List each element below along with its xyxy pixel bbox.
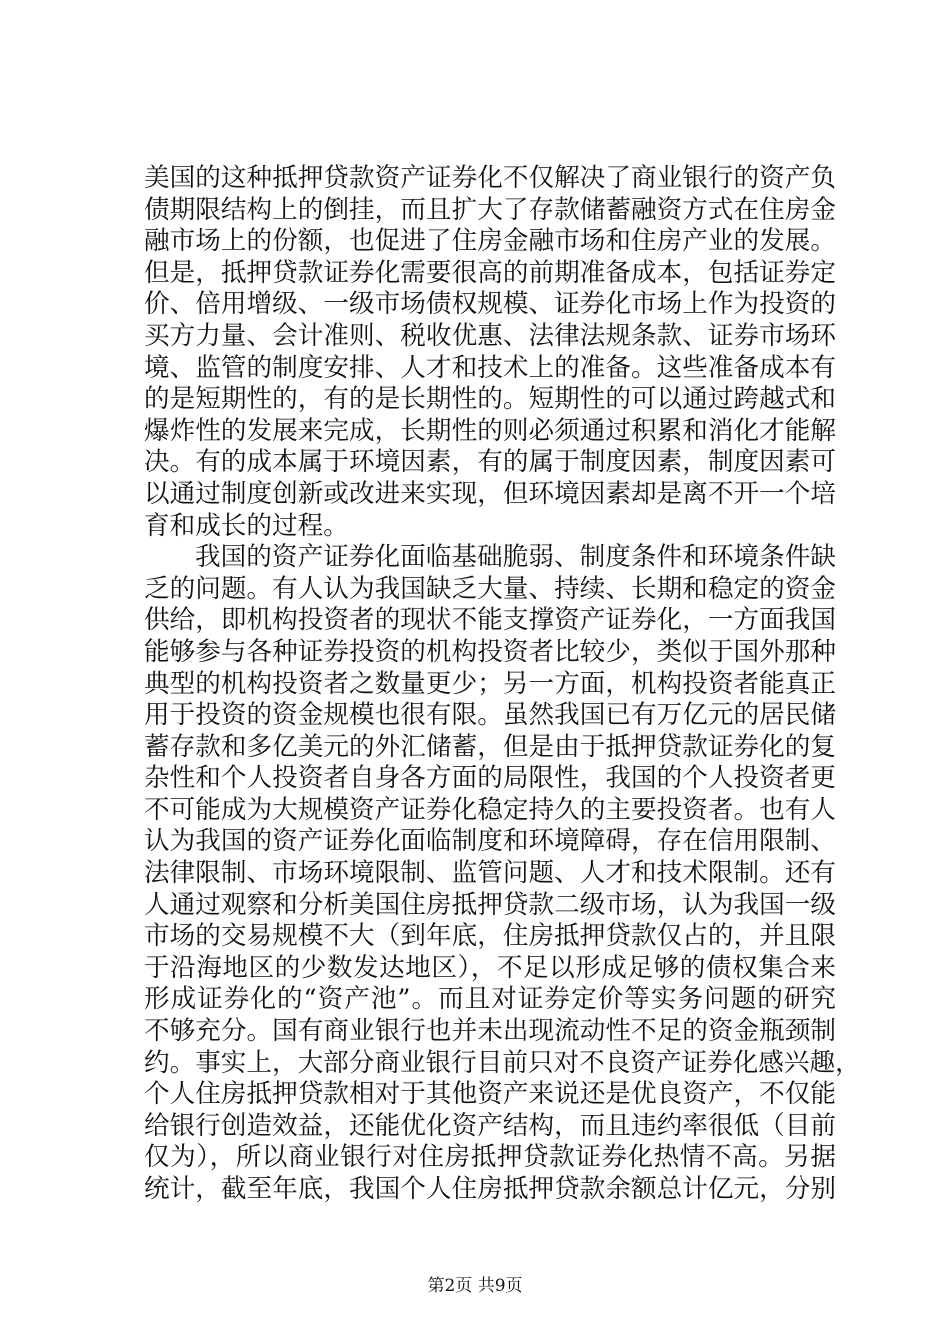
paragraph-line: 法律限制、市场环境限制、监管问题、人才和技术限制。还有 bbox=[144, 858, 836, 889]
paragraph-line: 价、倍用增级、一级市场债权规模、证券化市场上作为投资的 bbox=[144, 289, 836, 320]
document-body bbox=[144, 163, 861, 1206]
paragraph-line: 给银行创造效益，还能优化资产结构，而且违约率很低（目前 bbox=[144, 1110, 836, 1141]
paragraph-line: 决。有的成本属于环境因素，有的属于制度因素，制度因素可 bbox=[144, 447, 836, 478]
paragraph-line: 约。事实上，大部分商业银行目前只对不良资产证券化感兴趣， bbox=[144, 1047, 861, 1078]
paragraph-line: 爆炸性的发展来完成，长期性的则必须通过积累和消化才能解 bbox=[144, 415, 836, 446]
paragraph-line: 蓄存款和多亿美元的外汇储蓄，但是由于抵押贷款证券化的复 bbox=[144, 731, 836, 762]
paragraph-line: 于沿海地区的少数发达地区），不足以形成足够的债权集合来 bbox=[144, 952, 836, 983]
page-number-footer: 第2页 共9页 bbox=[427, 1276, 523, 1296]
paragraph-line: 的是短期性的，有的是长期性的。短期性的可以通过跨越式和 bbox=[144, 384, 836, 415]
paragraph-line: 育和成长的过程。 bbox=[144, 510, 349, 541]
paragraph-line: 认为我国的资产证券化面临制度和环境障碍，存在信用限制、 bbox=[144, 826, 836, 857]
paragraph-line: 供给，即机构投资者的现状不能支撑资产证券化，一方面我国 bbox=[144, 605, 836, 636]
paragraph-line: 融市场上的份额，也促进了住房金融市场和住房产业的发展。 bbox=[144, 226, 836, 257]
paragraph-line: 统计，截至年底，我国个人住房抵押贷款余额总计亿元，分别 bbox=[144, 1174, 836, 1204]
paragraph-line: 债期限结构上的倒挂，而且扩大了存款储蓄融资方式在住房金 bbox=[144, 194, 836, 225]
paragraph-line: 美国的这种抵押贷款资产证券化不仅解决了商业银行的资产负 bbox=[144, 163, 836, 193]
paragraph-line: 仅为），所以商业银行对住房抵押贷款证券化热情不高。另据 bbox=[144, 1142, 836, 1173]
paragraph-line: 形成证券化的“资产池”。而且对证券定价等实务问题的研究 bbox=[144, 984, 836, 1015]
paragraph-line: 能够参与各种证券投资的机构投资者比较少，类似于国外那种 bbox=[144, 636, 836, 667]
paragraph-line: 个人住房抵押贷款相对于其他资产来说还是优良资产，不仅能 bbox=[144, 1079, 836, 1110]
paragraph-line: 用于投资的资金规模也很有限。虽然我国已有万亿元的居民储 bbox=[144, 700, 836, 731]
paragraph-first-line: 我国的资产证券化面临基础脆弱、制度条件和环境条件缺 bbox=[195, 542, 836, 573]
paragraph-line: 人通过观察和分析美国住房抵押贷款二级市场，认为我国一级 bbox=[144, 889, 836, 920]
paragraph-line: 境、监管的制度安排、人才和技术上的准备。这些准备成本有 bbox=[144, 352, 836, 383]
paragraph-line: 典型的机构投资者之数量更少；另一方面，机构投资者能真正 bbox=[144, 668, 836, 699]
paragraph-line: 乏的问题。有人认为我国缺乏大量、持续、长期和稳定的资金 bbox=[144, 573, 836, 604]
paragraph-line: 但是，抵押贷款证券化需要很高的前期准备成本，包括证券定 bbox=[144, 257, 836, 288]
paragraph-line: 不可能成为大规模资产证券化稳定持久的主要投资者。也有人 bbox=[144, 794, 836, 825]
paragraph-line: 杂性和个人投资者自身各方面的局限性，我国的个人投资者更 bbox=[144, 763, 836, 794]
paragraph-line: 不够充分。国有商业银行也并未出现流动性不足的资金瓶颈制 bbox=[144, 1016, 836, 1047]
paragraph-line: 买方力量、会计准则、税收优惠、法律法规条款、证券市场环 bbox=[144, 320, 836, 351]
paragraph-line: 以通过制度创新或改进来实现，但环境因素却是离不开一个培 bbox=[144, 478, 836, 509]
paragraph-line: 市场的交易规模不大（到年底，住房抵押贷款仅占的，并且限 bbox=[144, 921, 836, 952]
